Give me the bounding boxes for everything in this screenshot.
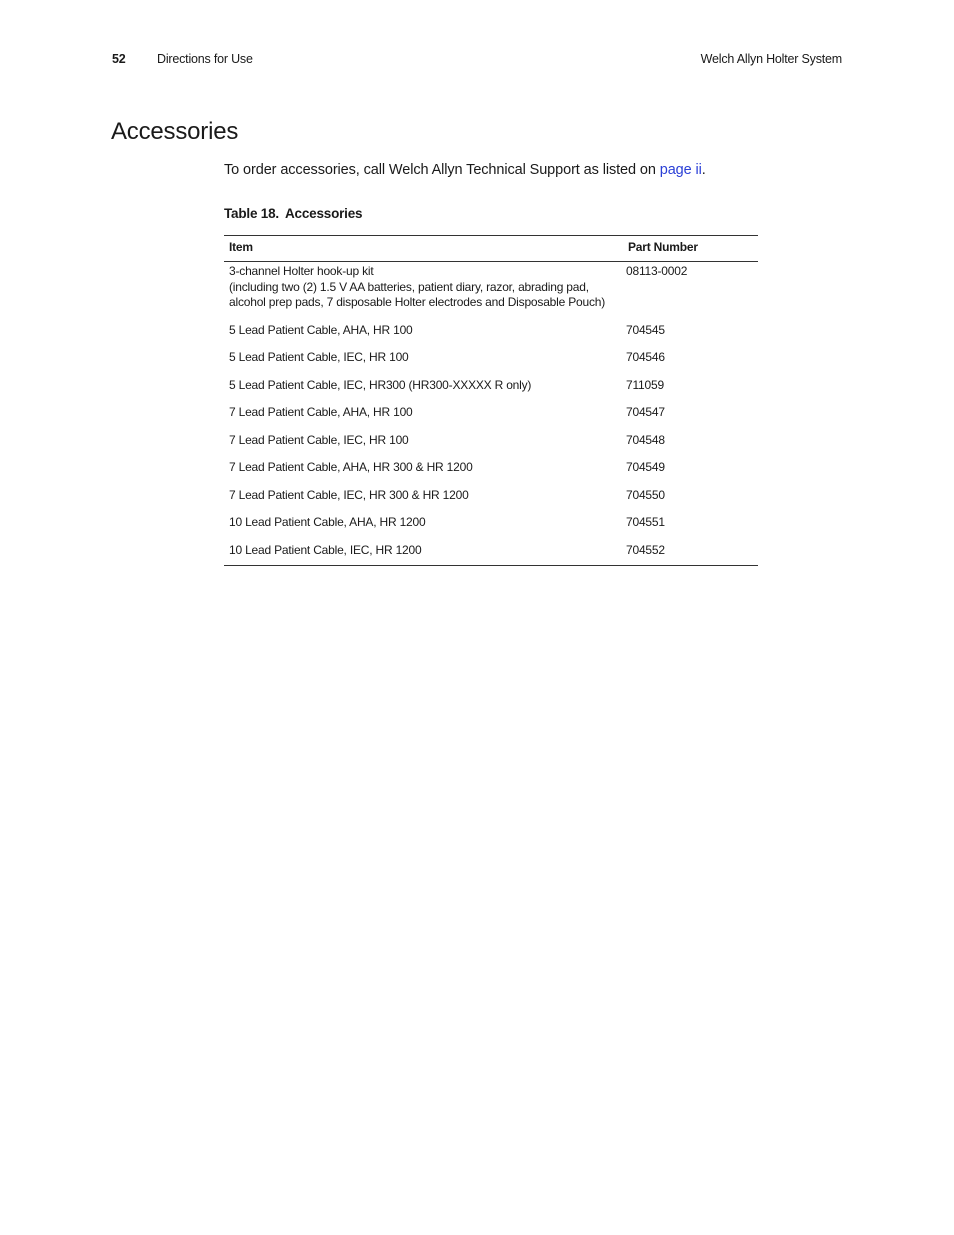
document-label: Directions for Use: [157, 52, 253, 66]
intro-paragraph: [224, 162, 706, 178]
table-row: [224, 348, 758, 376]
item-cell: [224, 262, 622, 321]
table-caption-title: Accessories: [284, 206, 363, 221]
table-row: [224, 403, 758, 431]
table-row: [224, 513, 758, 541]
item-text: 7 Lead Patient Cable, AHA, HR 100: [229, 405, 413, 419]
table-body: [224, 262, 758, 566]
item-text: alcohol prep pads, 7 disposable Holter electrodes and Disposable Pouch): [229, 295, 606, 309]
part-number-cell: 704546: [626, 350, 665, 364]
table-row: [224, 321, 758, 349]
item-text: (including two (2) 1.5 V AA batteries, patient diary, razor, abrading pad,: [229, 279, 589, 294]
item-cell: [224, 431, 622, 459]
item-text: 10 Lead Patient Cable, AHA, HR 1200: [229, 515, 426, 529]
item-text: 7 Lead Patient Cable, IEC, HR 300 & HR 1200: [229, 487, 469, 502]
table-caption: [224, 206, 362, 221]
accessories-table: [224, 235, 758, 566]
table-row: [224, 486, 758, 514]
item-text: 7 Lead Patient Cable, AHA, HR 300 & HR 1200: [229, 460, 473, 474]
page-title: Accessories: [111, 118, 239, 145]
column-header-part-number: Part Number: [622, 236, 758, 262]
page-number: 52: [112, 52, 126, 66]
item-text: 5 Lead Patient Cable, IEC, HR 100: [229, 350, 409, 364]
table-caption-number: Table 18.: [224, 206, 279, 221]
part-number-cell: 711059: [626, 377, 664, 392]
part-number-cell: 704550: [626, 487, 665, 502]
item-text: 3-channel Holter hook-up kit: [229, 264, 374, 278]
item-cell: [224, 403, 622, 431]
item-text: 10 Lead Patient Cable, IEC, HR 1200: [229, 542, 422, 557]
table-header-row: [224, 236, 758, 262]
part-number-cell: 704547: [626, 405, 665, 419]
table-row: [224, 458, 758, 486]
item-cell: [224, 321, 622, 349]
page-header: [112, 52, 842, 70]
table-row: [224, 431, 758, 459]
part-number-cell: 704545: [626, 322, 665, 337]
part-number-cell: 704551: [626, 515, 665, 529]
item-cell: [224, 541, 622, 566]
table-row: [224, 376, 758, 404]
item-cell: [224, 486, 622, 514]
item-text: 5 Lead Patient Cable, IEC, HR300 (HR300-XXXXX R only): [229, 377, 532, 392]
item-text: 7 Lead Patient Cable, IEC, HR 100: [229, 432, 409, 447]
product-name: Welch Allyn Holter System: [700, 52, 842, 66]
part-number-cell: 704552: [622, 541, 758, 566]
part-number-cell: 704549: [626, 460, 665, 474]
table-row: [224, 262, 758, 321]
intro-text-end: .: [701, 162, 706, 178]
table-row: [224, 541, 758, 566]
intro-text: To order accessories, call Welch Allyn Technical Support as listed on: [224, 162, 660, 178]
item-text: 5 Lead Patient Cable, AHA, HR 100: [229, 322, 413, 337]
part-number-cell: 08113-0002: [626, 264, 688, 278]
part-number-cell: 704548: [626, 432, 665, 447]
column-header-item: Item: [224, 236, 622, 262]
item-cell: [224, 513, 622, 541]
item-cell: [224, 348, 622, 376]
item-cell: [224, 376, 622, 404]
item-cell: [224, 458, 622, 486]
page-ii-link[interactable]: page ii: [659, 162, 702, 178]
